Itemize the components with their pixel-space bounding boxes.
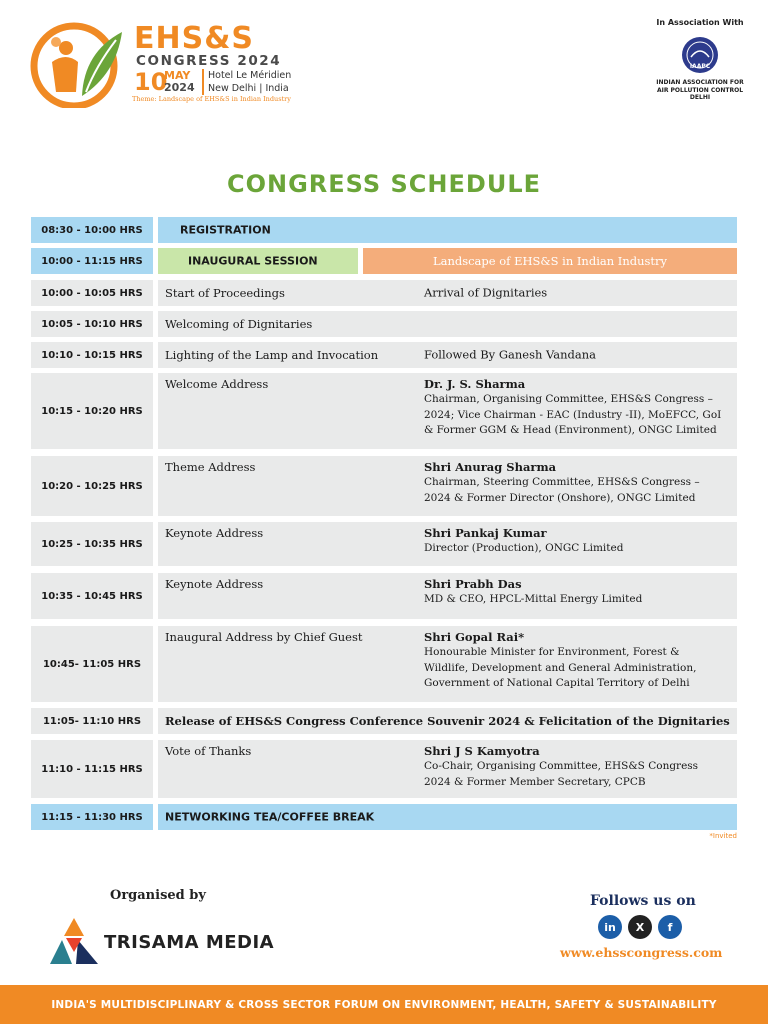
organised-by-label: Organised by (110, 888, 206, 903)
venue (202, 69, 291, 95)
logo-month: MAY (164, 69, 191, 82)
speaker-designation: 2024 & Former Director (Onshore), ONGC Limited (424, 491, 696, 504)
event-logo (30, 22, 300, 112)
follow-label: Follows us on (590, 893, 696, 909)
logo-year: 2024 (164, 81, 195, 94)
speaker-designation: Chairman, Steering Committee, EHS&S Congress – (424, 476, 700, 488)
invited-note: *Invited (709, 832, 737, 840)
speaker-name: Shri J S Kamyotra (424, 744, 540, 758)
speaker-name: Shri Pankaj Kumar (424, 526, 547, 540)
speaker-designation: Government of National Capital Territory of Delhi (424, 677, 690, 689)
table-row (31, 456, 737, 516)
event-detail: Arrival of Dignitaries (424, 285, 548, 300)
speaker-designation: 2024 & Former Member Secretary, CPCB (424, 775, 646, 788)
registration-label: REGISTRATION (180, 223, 271, 237)
facebook-icon[interactable]: f (658, 915, 682, 939)
website-link[interactable]: www.ehsscongress.com (560, 945, 723, 960)
congress-emblem-icon (30, 22, 128, 108)
x-icon[interactable]: X (628, 915, 652, 939)
event-title: Keynote Address (165, 577, 264, 591)
table-row (31, 626, 737, 702)
association-label: In Association With (656, 18, 744, 27)
time-cell: 10:00 - 10:05 HRS (31, 280, 153, 306)
time-cell: 10:35 - 10:45 HRS (31, 573, 153, 619)
time-cell: 10:45- 11:05 HRS (31, 626, 153, 702)
speaker-designation: Honourable Minister for Environment, Forest & (424, 646, 680, 658)
tagline-band (0, 985, 768, 1024)
logo-title: EHS&S (134, 21, 254, 56)
speaker-name: Shri Anurag Sharma (424, 460, 557, 474)
break-label: NETWORKING TEA/COFFEE BREAK (165, 810, 375, 824)
table-row (31, 522, 737, 566)
association-block (640, 18, 760, 102)
event-title: Vote of Thanks (165, 744, 252, 758)
event-title: Release of EHS&S Congress Conference Souvenir 2024 & Felicitation of the Dignitaries (165, 714, 730, 728)
event-title: Welcome Address (165, 377, 269, 391)
page-title: CONGRESS SCHEDULE (227, 170, 541, 198)
speaker-designation: Chairman, Organising Committee, EHS&S Congress – (424, 393, 713, 405)
table-row (31, 373, 737, 449)
tagline: INDIA'S MULTIDISCIPLINARY & CROSS SECTOR FORUM ON ENVIRONMENT, HEALTH, SAFETY & SUSTAINABILITY (51, 998, 717, 1011)
time-cell: 11:10 - 11:15 HRS (31, 740, 153, 798)
time-cell: 10:00 - 11:15 HRS (31, 248, 153, 274)
event-title: Welcoming of Dignitaries (165, 317, 313, 331)
time-cell: 10:10 - 10:15 HRS (31, 342, 153, 368)
event-title: Start of Proceedings (165, 286, 285, 300)
table-row (31, 740, 737, 798)
speaker-designation: 2024; Vice Chairman - EAC (Industry -II), MoEFCC, GoI (424, 408, 722, 421)
time-cell: 11:05- 11:10 HRS (31, 708, 153, 734)
table-row (31, 311, 737, 337)
table-row-break (31, 804, 737, 830)
table-row (31, 280, 737, 306)
event-title: Keynote Address (165, 526, 264, 540)
speaker-name: Dr. J. S. Sharma (424, 377, 526, 391)
event-title: Inaugural Address by Chief Guest (165, 630, 363, 644)
speaker-designation: Co-Chair, Organising Committee, EHS&S Congress (424, 760, 699, 772)
time-cell: 10:15 - 10:20 HRS (31, 373, 153, 449)
time-cell: 10:05 - 10:10 HRS (31, 311, 153, 337)
speaker-designation: Director (Production), ONGC Limited (424, 542, 624, 554)
table-row-registration (31, 217, 737, 243)
organiser-name: TRISAMA MEDIA (104, 932, 275, 953)
logo-day: 10 (134, 68, 168, 96)
time-cell: 10:20 - 10:25 HRS (31, 456, 153, 516)
speaker-name: Shri Gopal Rai* (424, 630, 525, 644)
event-title: Lighting of the Lamp and Invocation (165, 348, 379, 362)
table-row (31, 708, 737, 734)
inaugural-session-label: INAUGURAL SESSION (188, 254, 318, 268)
theme-line: Theme: Landscape of EHS&S in Indian Industry (132, 95, 291, 103)
logo-subtitle: CONGRESS 2024 (136, 53, 282, 69)
time-cell: 10:25 - 10:35 HRS (31, 522, 153, 566)
speaker-designation: Wildlife, Development and General Administration, (424, 661, 697, 674)
linkedin-icon[interactable]: in (598, 915, 622, 939)
session-theme: Landscape of EHS&S in Indian Industry (432, 254, 668, 268)
time-cell: 11:15 - 11:30 HRS (31, 804, 153, 830)
time-cell: 08:30 - 10:00 HRS (31, 217, 153, 243)
event-title: Theme Address (165, 460, 256, 474)
speaker-name: Shri Prabh Das (424, 577, 522, 591)
speaker-designation: & Former GGM & Head (Environment), ONGC Limited (424, 424, 717, 436)
table-row-inaugural (31, 248, 737, 274)
association-name: INDIAN ASSOCIATION FOR AIR POLLUTION CONTROL DELHI (656, 79, 744, 101)
speaker-designation: MD & CEO, HPCL-Mittal Energy Limited (424, 593, 643, 605)
iaapc-logo-icon (680, 35, 720, 75)
event-detail: Followed By Ganesh Vandana (424, 347, 597, 362)
iaapc-logo-text: IAAPC (689, 63, 711, 70)
venue-line-1: Hotel Le Méridien (208, 70, 292, 81)
table-row (31, 573, 737, 619)
trisama-logo-icon (44, 916, 104, 968)
table-row (31, 342, 737, 368)
venue-line-2: New Delhi | India (208, 83, 289, 94)
